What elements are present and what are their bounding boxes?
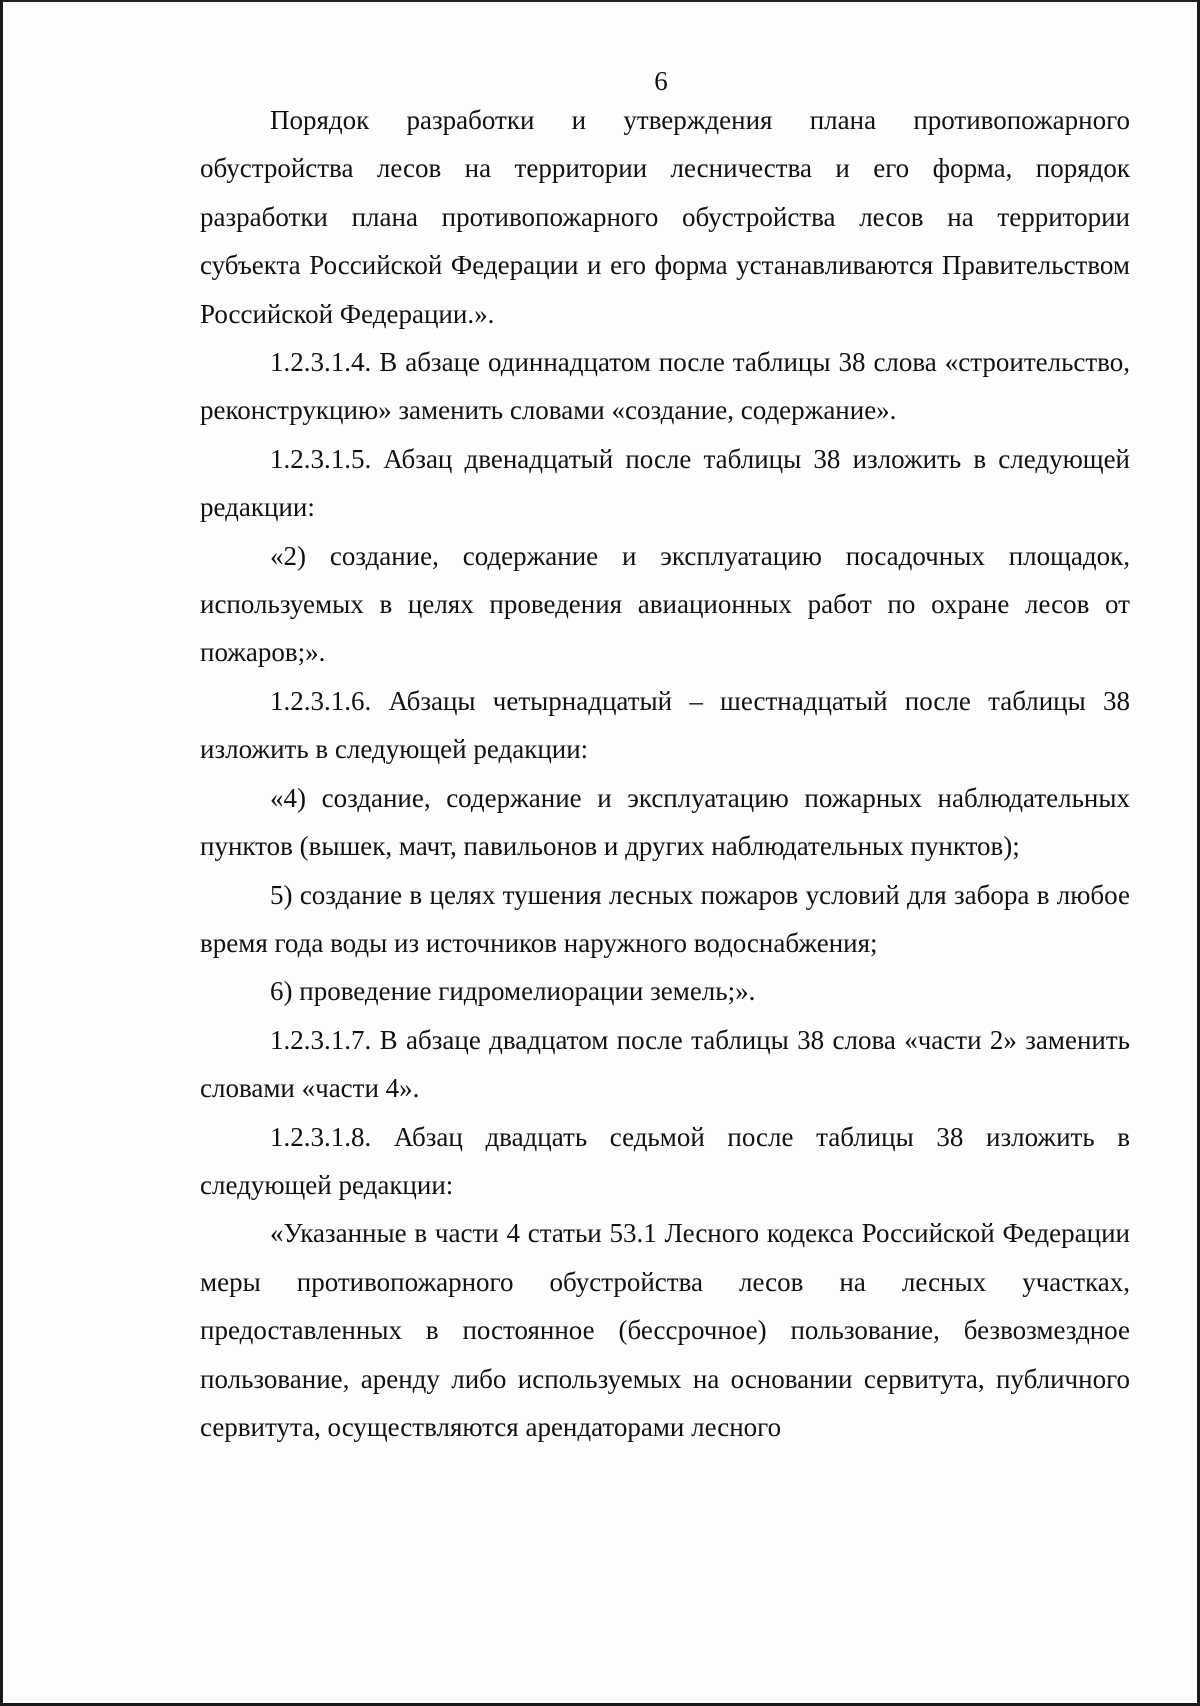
paragraph-landing-sites: «2) создание, содержание и эксплуатацию посадочных площадок, используемых в целях проведения авиационных работ по охране лесов от пожаров;». — [200, 540, 1130, 668]
paragraph-1-2-3-1-6: 1.2.3.1.6. Абзацы четырнадцатый – шестнадцатый после таблицы 38 изложить в следующей редакции: — [200, 685, 1130, 765]
scan-edge-left — [0, 0, 3, 1706]
scan-edge-top — [0, 0, 1200, 2]
paragraph-hydromelioration: 6) проведение гидромелиорации земель;». — [270, 976, 756, 1007]
paragraph-observation-points: «4) создание, содержание и эксплуатацию пожарных наблюдательных пунктов (вышек, мачт, павильонов и других наблюдательных пунктов); — [200, 782, 1130, 862]
page-number: 6 — [654, 66, 668, 96]
paragraph-1-2-3-1-4: 1.2.3.1.4. В абзаце одиннадцатом после таблицы 38 слова «строительство, реконструкцию» заменить словами «создание, содержание». — [200, 347, 1130, 426]
paragraph-plan-procedure: Порядок разработки и утверждения плана противопожарного обустройства лесов на территории лесничества и его форма, порядок разработки плана противопожарного обустройства лесов на территории субъекта Российской Федерации и его форма устанавливаются Правительством Российской Федерации.». — [200, 105, 1130, 329]
paragraph-1-2-3-1-7: 1.2.3.1.7. В абзаце двадцатом после таблицы 38 слова «части 2» заменить словами «части 4». — [200, 1024, 1130, 1104]
document-body — [200, 96, 1130, 1451]
paragraph-1-2-3-1-5: 1.2.3.1.5. Абзац двенадцатый после таблицы 38 изложить в следующей редакции: — [200, 443, 1130, 523]
paragraph-water-intake: 5) создание в целях тушения лесных пожаров условий для забора в любое время года воды из источников наружного водоснабжения; — [200, 879, 1130, 958]
paragraph-article-53-1-measures: «Указанные в части 4 статьи 53.1 Лесного кодекса Российской Федерации меры противопожарного обустройства лесов на лесных участках, предоставленных в постоянное (бессрочное) пользование, безвозмездное пользование, аренду либо используемых на основании сервитута, публичного сервитута, осуществляются арендаторами лесного — [200, 1218, 1130, 1442]
paragraph-1-2-3-1-8: 1.2.3.1.8. Абзац двадцать седьмой после таблицы 38 изложить в следующей редакции: — [200, 1121, 1130, 1200]
